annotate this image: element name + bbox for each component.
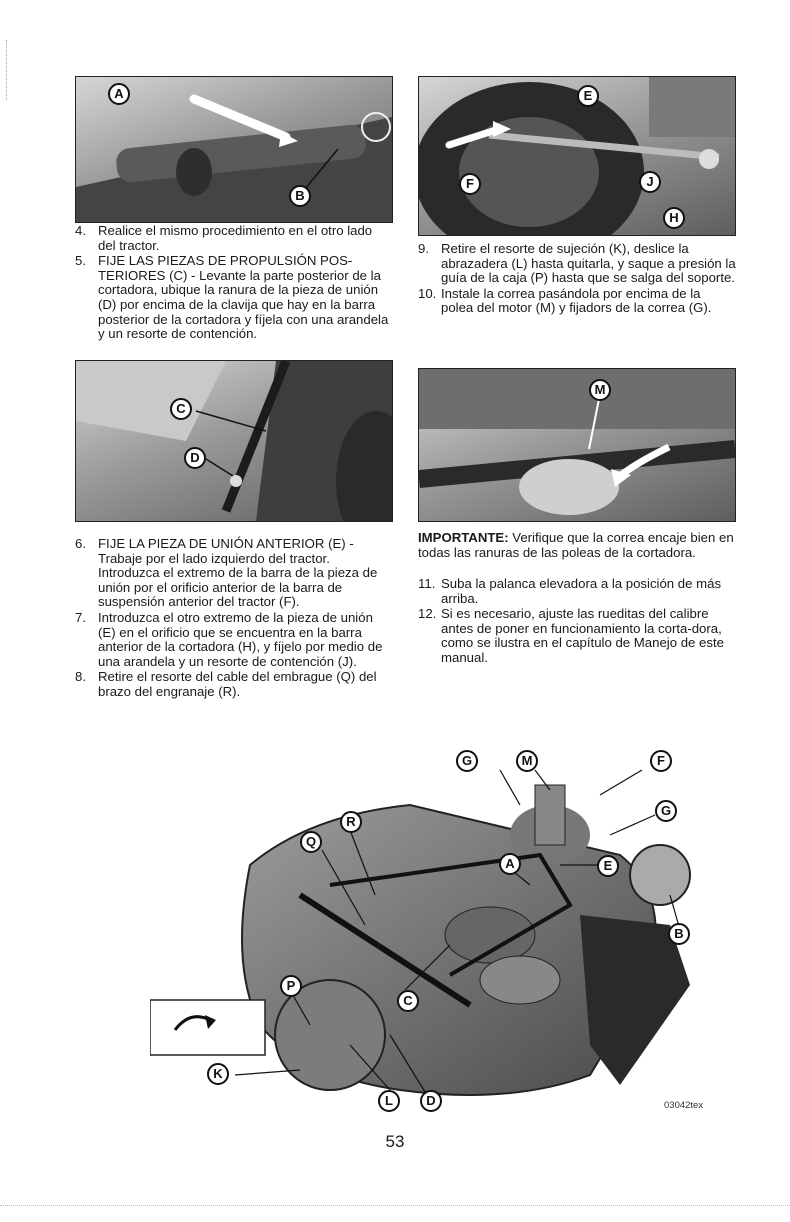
step-item <box>75 670 391 699</box>
mower-deck-diagram-art <box>150 745 720 1135</box>
step-number: 7. <box>75 609 86 625</box>
step-number: 9. <box>418 241 429 256</box>
scan-edge-marks <box>6 40 7 100</box>
figure-code: 03042tex <box>664 1100 704 1111</box>
step-text: Instale la correa pasándola por encima de la polea del motor (M) y fijadors de la correa (G). <box>441 285 712 316</box>
callout-c: C <box>397 990 419 1012</box>
callout-c: C <box>170 398 192 420</box>
step-number: 11. <box>418 576 436 591</box>
scan-edge-dots <box>0 1205 790 1206</box>
callout-q: Q <box>300 831 322 853</box>
callout-g: G <box>655 800 677 822</box>
step-number: 10. <box>418 285 437 301</box>
step-text: Retire el resorte del cable del embrague (Q) del brazo del engranaje (R). <box>98 669 377 699</box>
step-text: FIJE LA PIEZA DE UNIÓN ANTERIOR (E) - Trabaje por el lado izquierdo del tractor. Introduzca el extremo de la barra de la pieza de unión por el orificio anterior de la barra de suspensión anterior del tractor (F). <box>98 536 378 610</box>
figure-photo-belt-pulley <box>418 368 736 522</box>
step-item <box>418 242 736 286</box>
steps-list-right-top <box>418 242 736 317</box>
callout-p: P <box>280 975 302 997</box>
mower-deck-diagram <box>150 745 720 1135</box>
figure-photo-belt-pulley-art <box>419 369 735 521</box>
step-item <box>75 224 391 253</box>
callout-e: E <box>597 855 619 877</box>
step-text: FIJE LAS PIEZAS DE PROPULSIÓN POS-TERIORES (C) - Levante la parte posterior de la cortadora, ubique la ranura de la pieza de unión (D) por encima de la clavija que hay en la barra posterior de la cortadora y fíjela con una arandela y un resorte de contención. <box>98 253 389 342</box>
step-item <box>418 287 736 316</box>
callout-a: A <box>108 83 130 105</box>
callout-d: D <box>184 447 206 469</box>
callout-b: B <box>289 185 311 207</box>
callout-h: H <box>663 207 685 229</box>
step-item <box>418 607 736 665</box>
step-text: Retire el resorte de sujeción (K), deslice la abrazadera (L) hasta quitarla, y saque a presión la guía de la caja (P) hasta que se salga del soporte. <box>441 241 736 286</box>
callout-d: D <box>420 1090 442 1112</box>
callout-e: E <box>577 85 599 107</box>
steps-list-left-top <box>75 224 391 343</box>
step-number: 8. <box>75 669 86 685</box>
step-text: Si es necesario, ajuste las rueditas del calibre antes de poner en funcionamiento la corta-dora, como se ilustra en el capítulo de Manejo de este manual. <box>441 606 724 665</box>
step-item <box>75 537 391 610</box>
callout-j: J <box>639 171 661 193</box>
figure-photo-link-bar <box>75 76 393 223</box>
callout-m: M <box>589 379 611 401</box>
callout-b: B <box>668 923 690 945</box>
figure-photo-front-link <box>418 76 736 236</box>
callout-m: M <box>516 750 538 772</box>
step-number: 12. <box>418 606 437 622</box>
callout-r: R <box>340 811 362 833</box>
callout-l: L <box>378 1090 400 1112</box>
important-text: Verifique que la correa encaje bien en todas las ranuras de las poleas de la cortadora. <box>418 530 734 560</box>
callout-k: K <box>207 1063 229 1085</box>
steps-list-left-bottom <box>75 537 391 701</box>
figure-photo-front-link-art <box>419 77 735 235</box>
step-number: 6. <box>75 536 86 551</box>
step-item <box>75 254 391 342</box>
callout-g: G <box>456 750 478 772</box>
callout-f: F <box>459 173 481 195</box>
important-label: IMPORTANTE: <box>418 530 509 545</box>
figure-photo-rear-link-art <box>76 361 392 521</box>
callout-a: A <box>499 853 521 875</box>
important-note <box>418 531 736 560</box>
step-item <box>418 577 736 606</box>
callout-f: F <box>650 750 672 772</box>
page-number: 53 <box>385 1132 405 1151</box>
step-text: Introduzca el otro extremo de la pieza de unión (E) en el orificio que se encuentra en la barra anterior de la cortadora (H), y fíjelo por medio de una arandela y un resorte de contención (J). <box>98 609 383 669</box>
steps-list-right-bottom <box>418 577 736 667</box>
step-number: 5. <box>75 253 86 269</box>
step-text: Suba la palanca elevadora a la posición de más arriba. <box>441 576 722 606</box>
figure-photo-rear-link <box>75 360 393 522</box>
step-number: 4. <box>75 223 86 238</box>
step-text: Realice el mismo procedimiento en el otro lado del tractor. <box>98 223 373 253</box>
step-item <box>75 611 391 669</box>
